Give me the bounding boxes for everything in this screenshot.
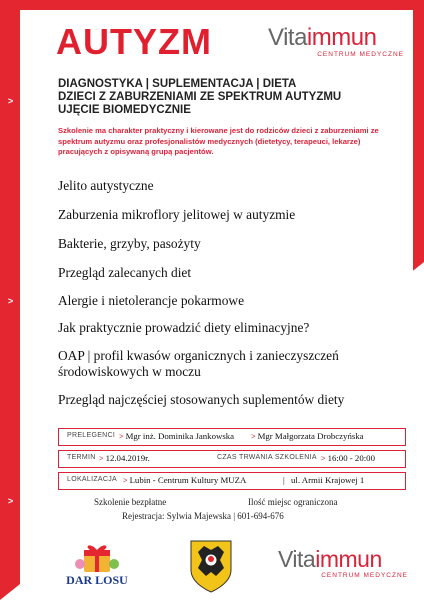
- date-label: TERMIN: [67, 454, 96, 461]
- info-table: [58, 428, 406, 490]
- dar-losu-text: DAR LOSU: [66, 573, 128, 587]
- subheading-line-2: DZIECI Z ZABURZENIAMI ZE SPEKTRUM AUTYZMU: [58, 91, 342, 103]
- coat-of-arms-icon: [188, 538, 234, 594]
- vitaimmun-logo: [268, 26, 404, 58]
- subheading-line-3: UJĘCIE BIOMEDYCZNIE: [58, 104, 191, 116]
- topic-item: Zaburzenia mikroflory jelitowej w autyzmie: [58, 207, 296, 222]
- topic-item: Przegląd najczęściej stosowanych suplementów diety: [58, 392, 345, 407]
- chevron-right-icon: >: [8, 296, 14, 306]
- location-label: LOKALIZACJA: [67, 476, 117, 483]
- duration-label: CZAS TRWANIA SZKOLENIA: [217, 454, 317, 461]
- gift-icon: [62, 540, 132, 574]
- chevron-right-icon: >: [119, 432, 124, 441]
- chevron-right-icon: >: [251, 432, 256, 441]
- limited-seats-text: Ilość miejsc ograniczona: [248, 497, 338, 507]
- logo-immun-text: immun: [306, 24, 377, 51]
- logo-subtitle: CENTRUM MEDYCZNE: [317, 51, 404, 58]
- speaker-2: Mgr Małgorzata Drobczyńska: [257, 431, 364, 441]
- topic-item: Jak praktycznie prowadzić diety eliminacyjne?: [58, 320, 310, 335]
- dar-losu-logo: [62, 540, 132, 590]
- duration-value: 16:00 - 20:00: [327, 453, 375, 463]
- topic-item: OAP | profil kwasów organicznych i zanieczyszczeń: [58, 348, 339, 363]
- location-value: Lubin - Centrum Kultury MUZA: [129, 475, 247, 485]
- vitaimmun-logo-bottom: [278, 548, 408, 579]
- subheading: [58, 78, 398, 117]
- logo-vita-text: Vita: [278, 546, 316, 572]
- topic-item: Przegląd zalecanych diet: [58, 265, 192, 280]
- speakers-label: PRELEGENCI: [67, 432, 116, 439]
- topic-item: Alergie i nietolerancje pokarmowe: [58, 293, 245, 308]
- topic-item: Bakterie, grzyby, pasożyty: [58, 236, 201, 251]
- date-row: [58, 450, 406, 468]
- topic-item: Jelito autystyczne: [58, 178, 154, 193]
- subheading-line-1: DIAGNOSTYKA | SUPLEMENTACJA | DIETA: [58, 78, 297, 90]
- logo-immun-text: immun: [315, 546, 382, 572]
- intro-text: Szkolenie ma charakter praktyczny i kierowane jest do rodziców dzieci z zaburzeniami ze spektrum autyzmu oraz profesjonalistów medycznych (dietetycy, terapeuci, lekarze) pracujących z opisywaną grupą pacjentów.: [58, 126, 379, 156]
- chevron-right-icon: >: [8, 496, 14, 506]
- logo-subtitle: CENTRUM MEDYCZNE: [321, 572, 408, 579]
- registration-text: Rejestracja: Sylwia Majewska | 601-694-676: [122, 511, 284, 521]
- divider: |: [283, 475, 285, 485]
- speakers-row: [58, 428, 406, 446]
- page-title: AUTYZM: [56, 21, 212, 62]
- date-value: 12.04.2019r.: [105, 453, 150, 463]
- chevron-right-icon: >: [8, 96, 14, 106]
- logo-vita-text: Vita: [268, 24, 307, 51]
- chevron-right-icon: >: [123, 476, 128, 485]
- topic-item: środowiskowych w moczu: [58, 364, 201, 379]
- chevron-right-icon: >: [99, 454, 104, 463]
- speaker-1: Mgr inż. Dominika Jankowska: [125, 431, 235, 441]
- location-row: [58, 472, 406, 490]
- chevron-right-icon: >: [321, 454, 326, 463]
- address-value: ul. Armii Krajowej 1: [291, 475, 365, 485]
- free-training-text: Szkolenie bezpłatne: [94, 497, 167, 507]
